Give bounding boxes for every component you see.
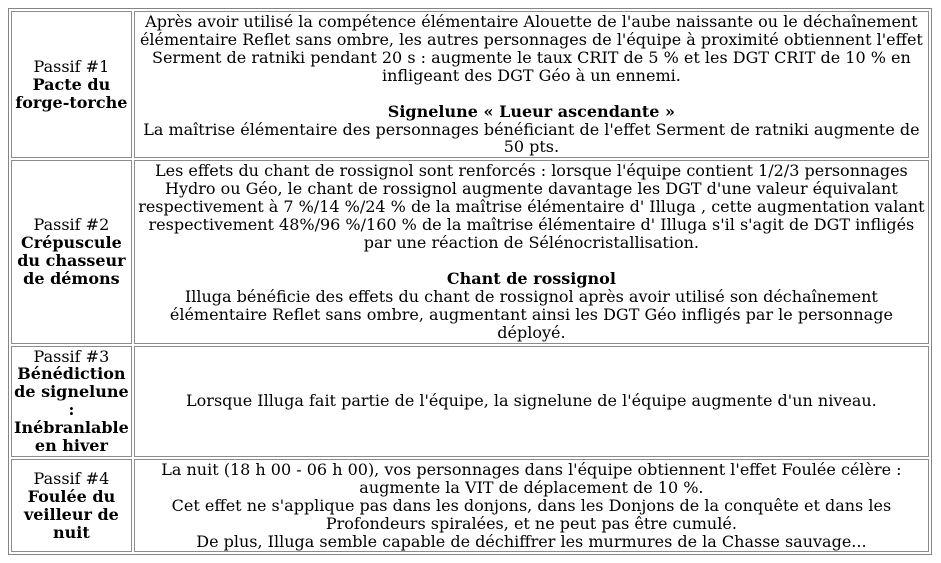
paragraph-spacer: [137, 85, 926, 103]
passive-3-description-cell: [134, 346, 929, 457]
passive-4-paragraph-1: La nuit (18 h 00 - 06 h 00), vos personnages dans l'équipe obtiennent l'effet Foulée célère : augmente la VIT de déplacement de 10 %.: [161, 459, 902, 497]
passive-4-number: Passif #4: [33, 468, 110, 488]
passive-1-sub-heading: Signelune « Lueur ascendante »: [387, 101, 676, 121]
passives-table: [8, 8, 932, 555]
passive-row-3: [11, 346, 929, 457]
passive-4-title-cell: [11, 459, 132, 553]
passive-row-2: [11, 160, 929, 343]
passive-2-title-cell: [11, 160, 132, 343]
passive-2-paragraph-2: Illuga bénéficie des effets du chant de rossignol après avoir utilisé son déchaînement élémentaire Reflet sans ombre, augmentant ainsi les DGT Géo infligés par le personnage déployé.: [169, 286, 893, 342]
passive-2-sub-heading: Chant de rossignol: [446, 268, 616, 288]
passive-4-paragraph-3: De plus, Illuga semble capable de déchiffrer les murmures de la Chasse sauvage...: [196, 531, 867, 551]
passive-2-paragraph-1: Les effets du chant de rossignol sont renforcés : lorsque l'équipe contient 1/2/3 personnages Hydro ou Géo, le chant de rossignol augmente davantage les DGT d'une valeur équivalant respectivement à 7 %/14 %/24 % de la maîtrise élémentaire d' Illuga , cette augmentation valant respectivement 48%/96 %/160 % de la maîtrise élémentaire d' Illuga s'il s'agit de DGT infligés par une réaction de Sélénocristallisation.: [138, 161, 925, 252]
passive-4-name: Foulée du veilleur de nuit: [23, 486, 119, 542]
passive-1-paragraph-1: Après avoir utilisé la compétence élémentaire Alouette de l'aube naissante ou le déchaînement élémentaire Reflet sans ombre, les autres personnages de l'équipe à proximité obtiennent l'effet Serment de ratniki pendant 20 s : augmente le taux CRIT de 5 % et les DGT CRIT de 10 % en infligeant des DGT Géo à un ennemi.: [139, 12, 923, 85]
passives-table-body: [11, 11, 929, 552]
passive-4-description-cell: [134, 459, 929, 553]
passive-1-paragraph-2: La maîtrise élémentaire des personnages bénéficiant de l'effet Serment de ratniki augmente de 50 pts.: [143, 119, 920, 157]
passive-2-description-cell: [134, 160, 929, 343]
passive-3-paragraph-1: Lorsque Illuga fait partie de l'équipe, la signelune de l'équipe augmente d'un niveau.: [186, 391, 877, 411]
passive-1-name: Pacte du forge-torche: [15, 74, 128, 112]
passive-row-4: [11, 459, 929, 553]
passive-row-1: [11, 11, 929, 158]
passive-3-number: Passif #3: [33, 346, 110, 366]
paragraph-spacer: [137, 252, 926, 270]
passive-1-description-cell: [134, 11, 929, 158]
passive-2-name: Crépuscule du chasseur de démons: [17, 233, 126, 288]
passive-3-name: Bénédiction de signelune : Inébranlable en hiver: [14, 364, 129, 456]
passive-3-title-cell: [11, 346, 132, 457]
passive-1-number: Passif #1: [33, 56, 110, 76]
passive-1-title-cell: [11, 11, 132, 158]
passive-4-paragraph-2: Cet effet ne s'applique pas dans les donjons, dans les Donjons de la conquête et dans les Profondeurs spiralées, et ne peut pas être cumulé.: [171, 495, 892, 533]
passive-2-number: Passif #2: [33, 215, 110, 235]
